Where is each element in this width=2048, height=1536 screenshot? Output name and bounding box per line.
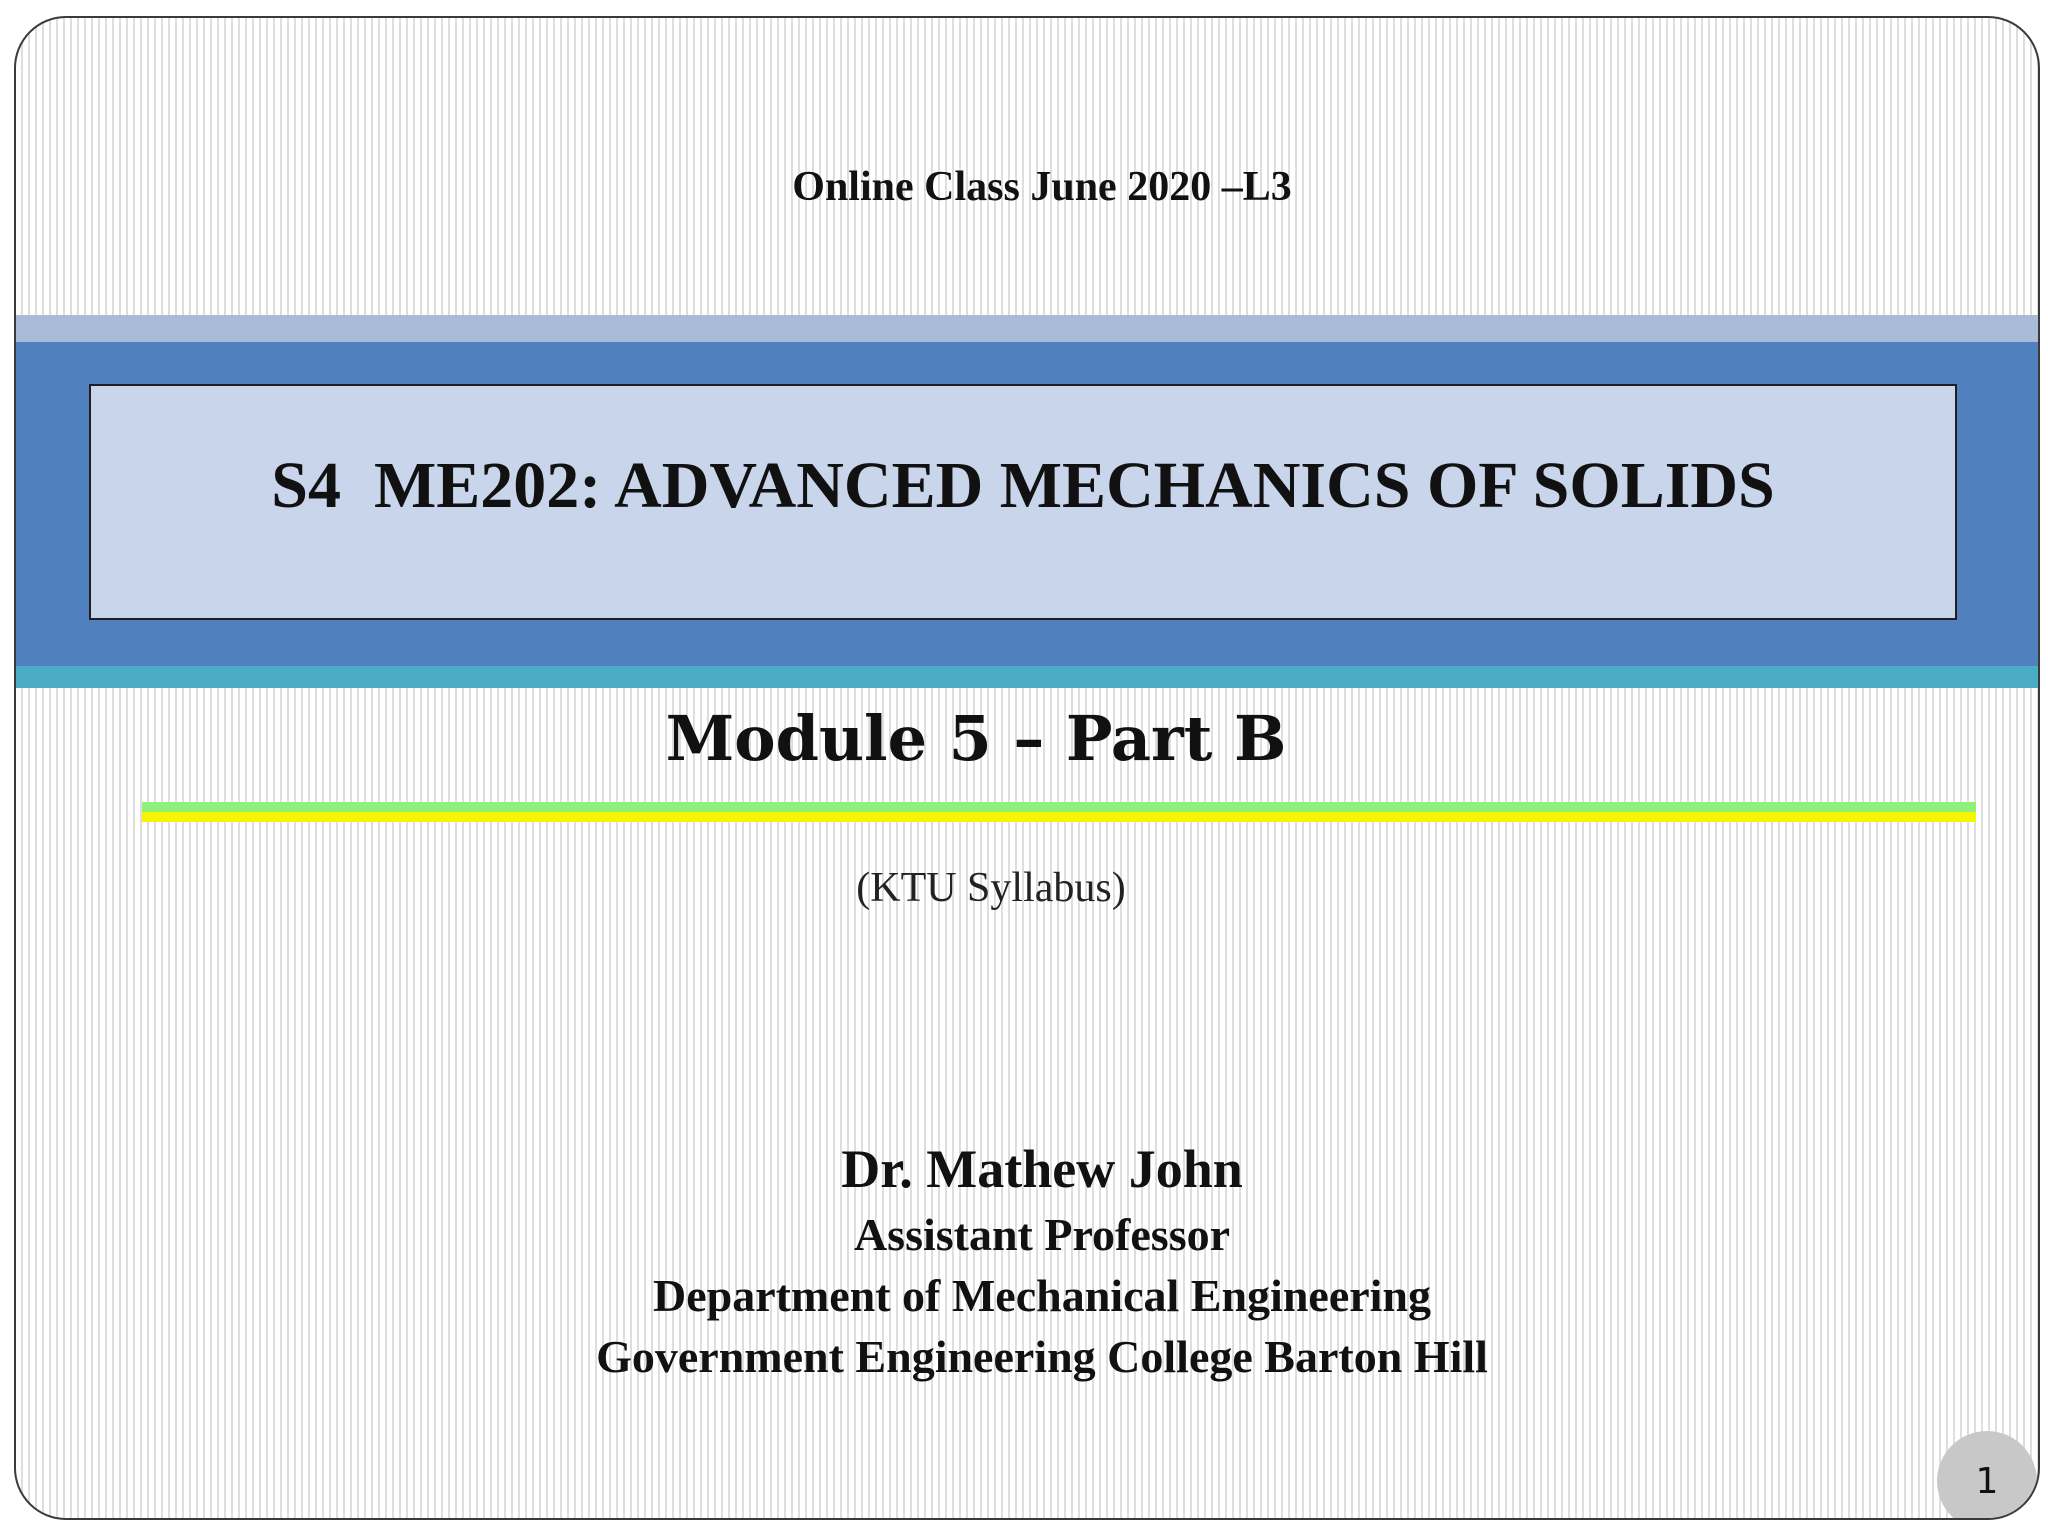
syllabus-note: (KTU Syllabus) [856, 865, 1126, 911]
header-band-accent [16, 666, 2038, 688]
course-title: S4 ME202: ADVANCED MECHANICS OF SOLIDS [271, 449, 1775, 522]
author-institution: Government Engineering College Barton Hill [596, 1331, 1488, 1382]
header-band-light [16, 315, 2038, 342]
module-title: Module 5 – Part B [665, 702, 1287, 775]
session-label: Online Class June 2020 –L3 [792, 164, 1292, 210]
divider-yellow [142, 812, 1976, 822]
divider-green [142, 802, 1976, 812]
course-title-box [89, 384, 1957, 620]
page-number-badge: 1 [1937, 1431, 2037, 1520]
author-block [16, 1134, 2038, 1387]
slide [14, 16, 2040, 1520]
author-department: Department of Mechanical Engineering [652, 1270, 1432, 1321]
author-name: Dr. Mathew John [841, 1139, 1243, 1199]
author-designation: Assistant Professor [853, 1209, 1231, 1260]
